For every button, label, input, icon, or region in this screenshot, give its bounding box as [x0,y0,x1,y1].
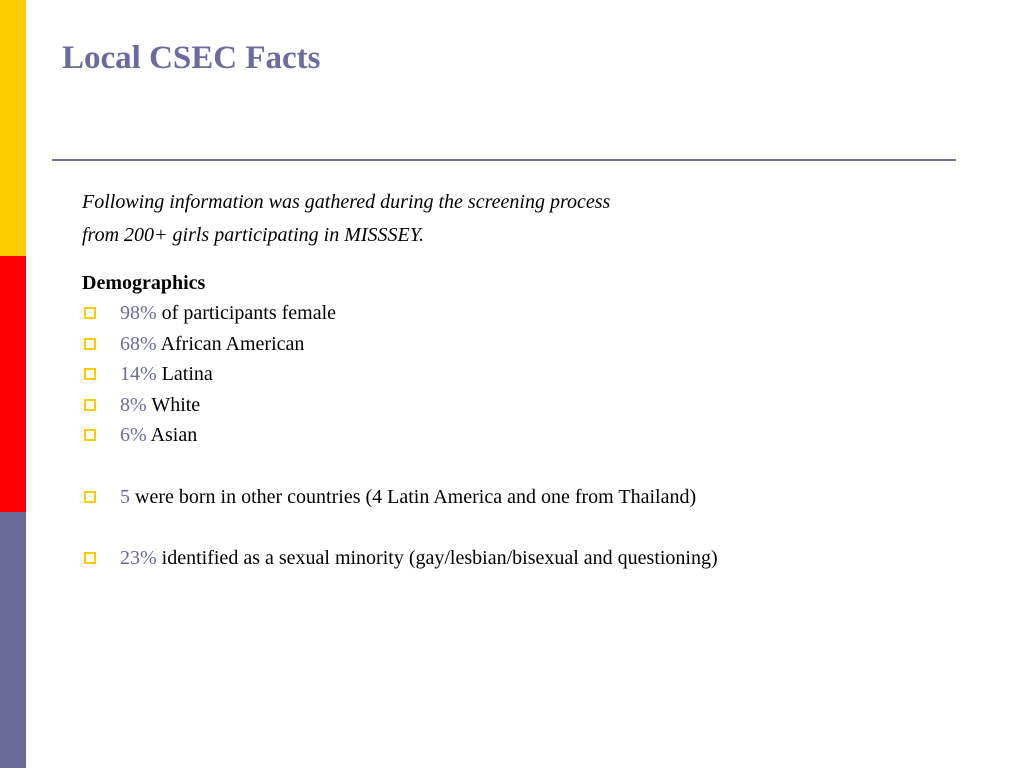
square-bullet-icon [84,552,96,564]
title-divider [52,159,956,161]
stat-value: 5 [120,485,130,508]
square-bullet-icon [84,399,96,411]
square-bullet-icon [84,307,96,319]
slide-title: Local CSEC Facts [62,40,321,76]
section-heading: Demographics [82,272,206,294]
square-bullet-icon [84,429,96,441]
side-bar-yellow [0,0,26,256]
stat-value: 23% [120,546,157,569]
stat-label: African American [160,332,305,355]
stat-label: Asian [150,424,198,447]
side-bar-purple [0,512,26,768]
square-bullet-icon [84,491,96,503]
stat-label: identified as a sexual minority (gay/lesbian/bisexual and questioning) [161,546,718,569]
intro-line: from 200+ girls participating in MISSSEY. [82,224,425,246]
stat-value: 6% [120,424,147,447]
stat-label: of participants female [161,302,337,324]
list-item [82,298,982,329]
list-item [82,359,982,390]
side-bar-red [0,256,26,512]
square-bullet-icon [84,368,96,380]
stat-value: 14% [120,363,157,386]
stat-value: 68% [120,332,157,355]
stat-label: Latina [161,363,213,386]
stat-label: White [151,393,201,416]
stat-label: were born in other countries (4 Latin America and one from Thailand) [135,485,697,508]
list-item [82,543,982,574]
intro-text [82,186,610,252]
list-item [82,329,982,360]
list-item [82,420,982,451]
list-item [82,390,982,421]
stat-value: 8% [120,393,147,416]
square-bullet-icon [84,338,96,350]
list-item [82,482,982,513]
intro-line: Following information was gathered during the screening process [82,191,611,213]
stat-value: 98% [120,302,157,324]
slide-content [82,268,982,573]
